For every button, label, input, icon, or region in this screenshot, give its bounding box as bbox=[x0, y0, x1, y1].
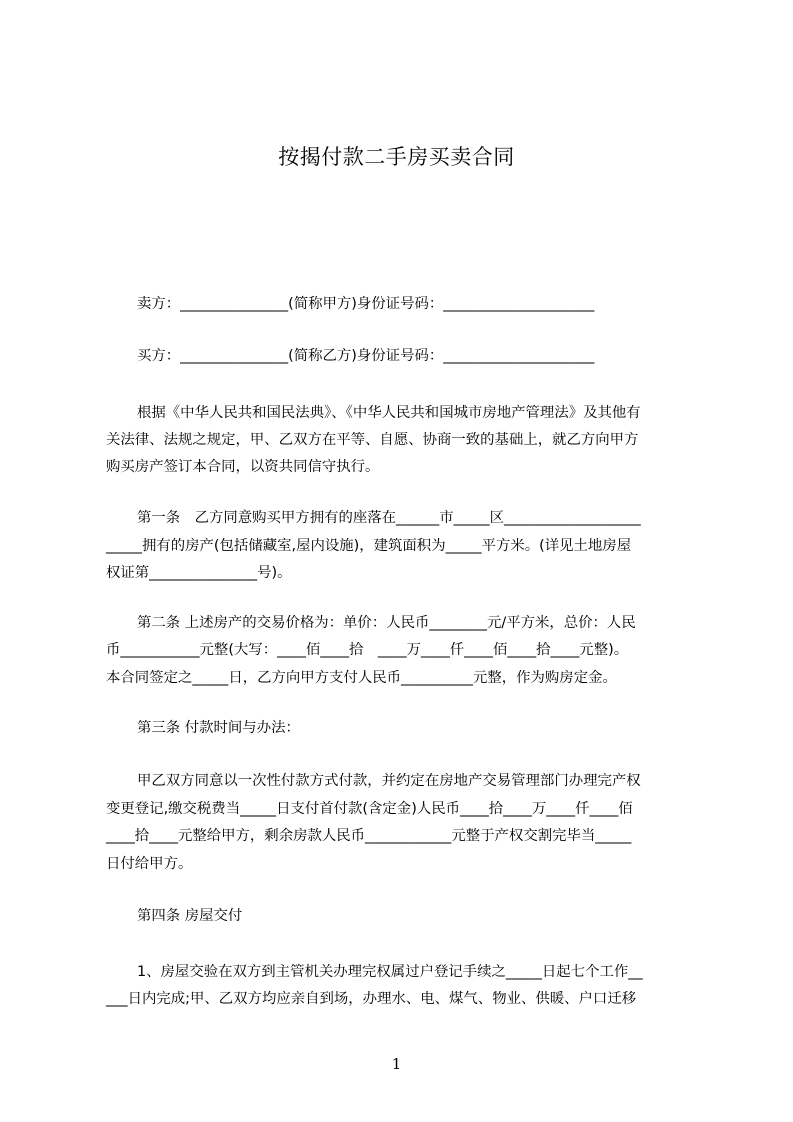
article-3-line-3: ____拾____元整给甲方，剩余房款人民币____________元整于产权交割完毕当_____ bbox=[106, 828, 632, 844]
article-4-heading: 第四条 房屋交付 bbox=[137, 908, 243, 924]
preamble-line-2: 关法律、法规之规定，甲、乙双方在平等、自愿、协商一致的基础上，就乙方向甲方 bbox=[106, 432, 639, 448]
page-number: 1 bbox=[391, 1055, 402, 1073]
article-2-line-3: 本合同签定之_____日，乙方向甲方支付人民币__________元整，作为购房定金。 bbox=[106, 670, 617, 686]
article-4-line-1: 1、房屋交验在双方到主管机关办理完权属过户登记手续之_____日起七个工作__ bbox=[137, 964, 643, 980]
article-2-line-1: 第二条 上述房产的交易价格为：单价：人民币________元/平方米，总价：人民 bbox=[137, 615, 636, 631]
article-3-line-2: 变更登记,缴交税费当_____日支付首付款(含定金)人民币____拾____万____仟____佰 bbox=[106, 801, 633, 817]
article-3-line-1: 甲乙双方同意以一次性付款方式付款，并约定在房地产交易管理部门办理完产权 bbox=[137, 773, 641, 789]
page-title: 按揭付款二手房买卖合同 bbox=[278, 145, 515, 169]
article-1-line-1: 第一条 乙方同意购买甲方拥有的座落在______市_____区___________________ bbox=[137, 510, 641, 526]
article-4-line-2: ___日内完成;甲、乙双方均应亲自到场，办理水、电、煤气、物业、供暖、户口迁移 bbox=[106, 991, 637, 1007]
article-2-line-2: 币___________元整(大写：____佰____拾 ____万____仟____佰____拾____元整)。 bbox=[106, 642, 629, 658]
preamble-line-1: 根据《中华人民共和国民法典》、《中华人民共和国城市房地产管理法》及其他有 bbox=[137, 405, 641, 421]
seller-line: 卖方：_______________(简称甲方)身份证号码：_____________________ bbox=[137, 296, 595, 312]
article-3-heading: 第三条 付款时间与办法： bbox=[137, 720, 300, 736]
article-1-line-2: _____拥有的房产(包括储藏室,屋内设施)，建筑面积为_____平方米。(详见土地房屋 bbox=[106, 538, 632, 554]
article-1-line-3: 权证第_______________号)。 bbox=[106, 565, 292, 581]
article-3-line-4: 日付给甲方。 bbox=[106, 856, 193, 872]
buyer-line: 买方：_______________(简称乙方)身份证号码：_____________________ bbox=[137, 348, 595, 364]
preamble-line-3: 购买房产签订本合同，以资共同信守执行。 bbox=[106, 459, 380, 475]
